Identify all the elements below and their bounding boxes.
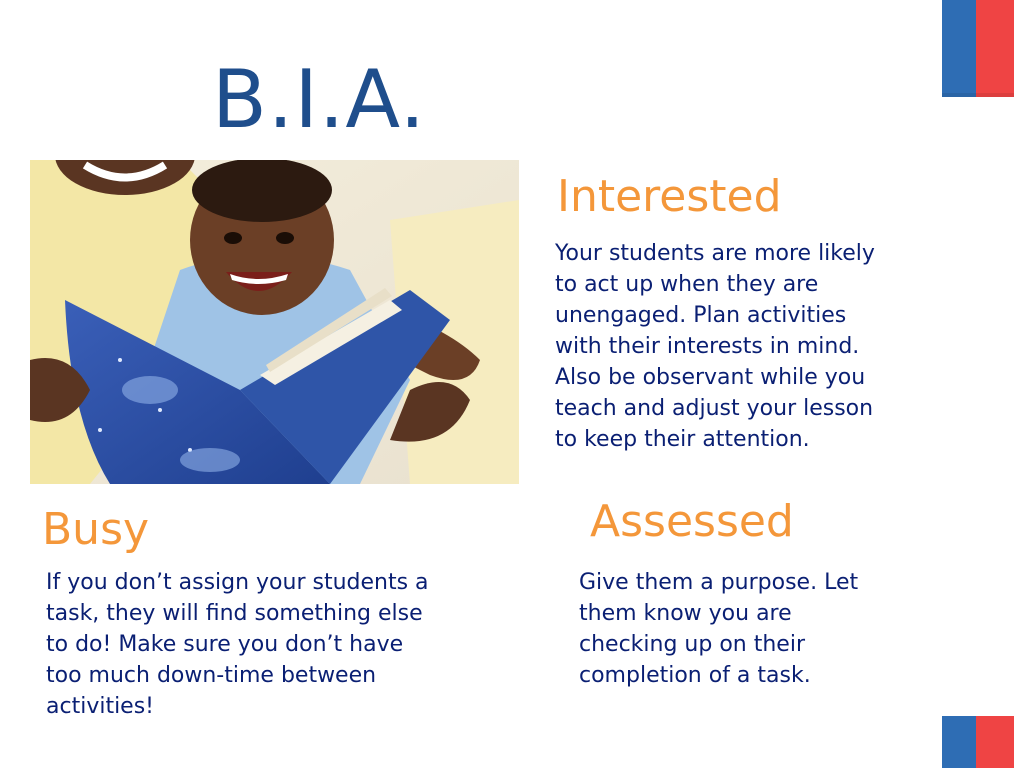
text-interested: Your students are more likely to act up when they are unengaged. Plan activities with their interests in mind. Also be observant while you teach and adjust your lesson to keep their attention. — [555, 241, 875, 452]
flag-blue-stripe — [942, 716, 976, 768]
slide-title: B.I.A. — [212, 53, 427, 146]
heading-interested: Interested — [557, 171, 782, 222]
photo-child-reading-book — [30, 160, 519, 484]
flag-accent-bottom — [942, 716, 1014, 768]
heading-busy: Busy — [42, 504, 150, 555]
flag-red-stripe — [976, 716, 1014, 768]
text-busy: If you don’t assign your students a task, they will find something else to do! Make sure you don’t have too much down-time between activities! — [46, 570, 429, 719]
text-assessed: Give them a purpose. Let them know you are checking up on their completion of a task. — [579, 570, 859, 688]
flag-blue-stripe — [942, 0, 976, 97]
flag-accent-top — [942, 0, 1014, 97]
flag-red-stripe — [976, 0, 1014, 97]
photo-illustration — [30, 160, 519, 484]
heading-assessed: Assessed — [590, 496, 794, 547]
